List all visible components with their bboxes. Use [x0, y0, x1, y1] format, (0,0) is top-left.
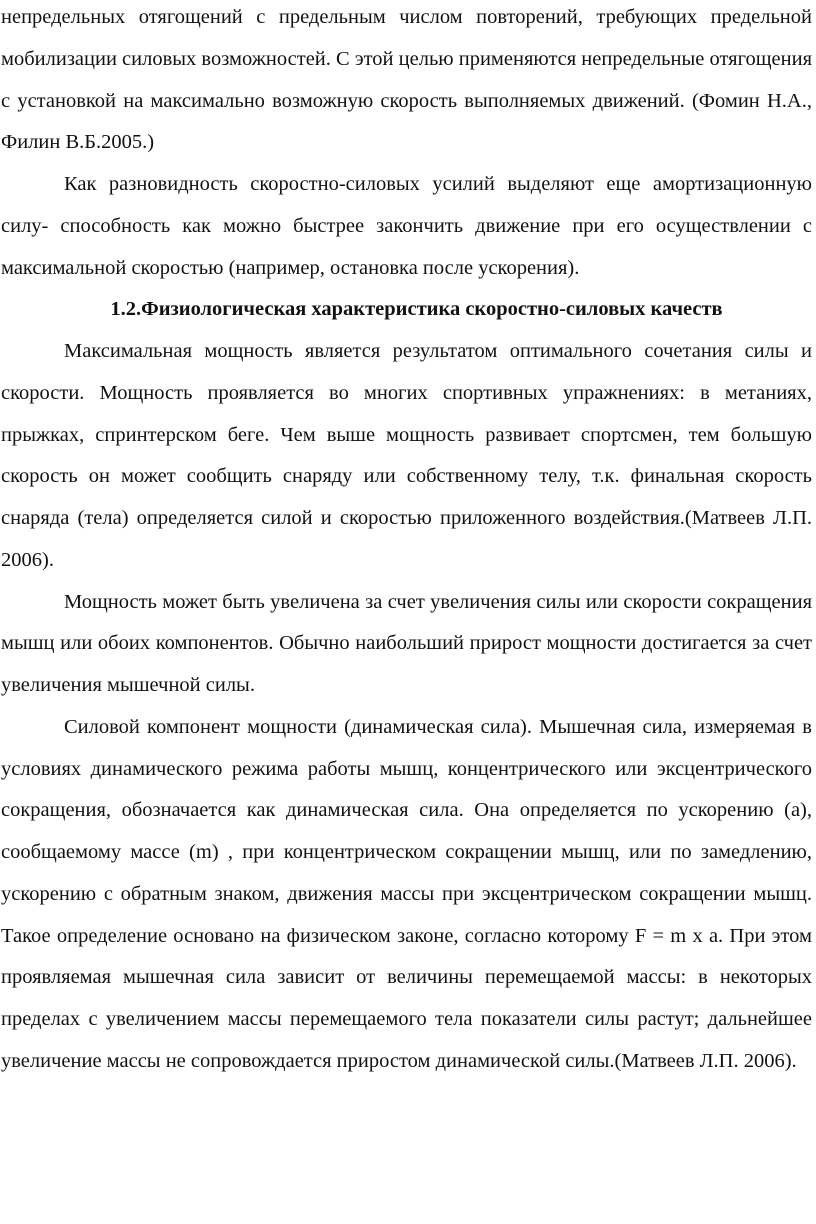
paragraph-maximum-power: Максимальная мощность является результатом оптимального сочетания силы и скорости. Мощность проявляется во многих спортивных упражнениях: в метаниях, прыжках, спринтерском беге. Чем выше мощность развивает спортсмен, тем большую скорость он может сообщить снаряду или собственному телу, т.к. финальная скорость снаряда (тела) определяется силой и скоростью приложенного воздействия.(Матвеев Л.П. 2006).: [1, 340, 812, 571]
paragraph-amortization-force: Как разновидность скоростно-силовых усилий выделяют еще амортизационную силу- способность как можно быстрее закончить движение при его осуществлении с максимальной скоростью (например, остановка после ускорения).: [1, 173, 812, 279]
paragraph-power-increase: Мощность может быть увеличена за счет увеличения силы или скорости сокращения мышц или обоих компонентов. Обычно наибольший прирост мощности достигается за счет увеличения мышечной силы.: [1, 590, 812, 696]
section-heading: 1.2.Физиологическая характеристика скоростно-силовых качеств: [110, 298, 723, 321]
paragraph-dynamic-strength: Силовой компонент мощности (динамическая сила). Мышечная сила, измеряемая в условиях динамического режима работы мышц, концентрического или эксцентрического сокращения, обозначается как динамическая сила. Она определяется по ускорению (а), сообщаемому массе (m) , при концентрическом сокращении мышц, или по замедлению, ускорению с обратным знаком, движения массы при эксцентрическом сокращении мышц. Такое определение основано на физическом законе, согласно которому F = m x a. При этом проявляемая мышечная сила зависит от величины перемещаемой массы: в некоторых пределах с увеличением массы перемещаемого тела показатели силы растут; дальнейшее увеличение массы не сопровождается приростом динамической силы.(Матвеев Л.П. 2006).: [1, 715, 812, 1072]
paragraph-continuation: непредельных отягощений с предельным числом повторений, требующих предельной мобилизации силовых возможностей. С этой целью применяются непредельные отягощения с установкой на максимально возможную скорость выполняемых движений. (Фомин Н.А., Филин В.Б.2005.): [1, 6, 813, 154]
